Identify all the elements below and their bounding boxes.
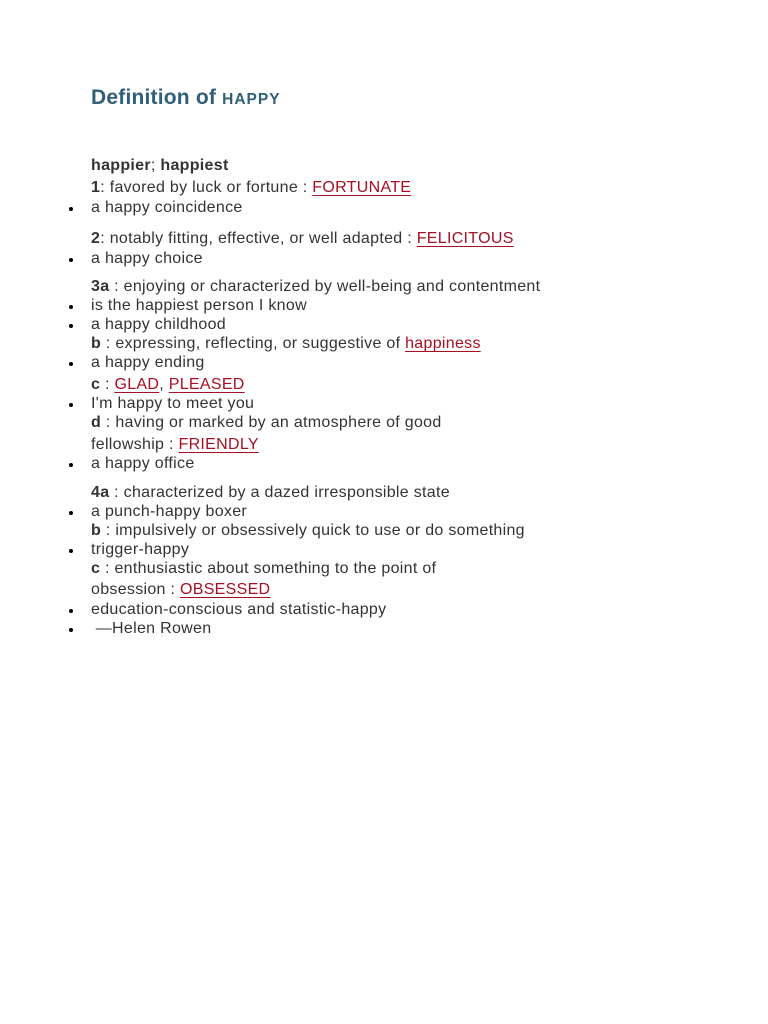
example-sentence: trigger-happy xyxy=(91,541,190,558)
example-sentence: is the happiest person I know xyxy=(91,297,307,314)
superlative-form: happiest xyxy=(160,157,229,174)
title-prefix: Definition of xyxy=(91,86,217,109)
sense-number: 1 xyxy=(91,179,101,196)
synonym-link-fortunate[interactable]: FORTUNATE xyxy=(312,179,412,196)
sense-3d-definition-continued xyxy=(91,435,259,454)
sense-text: : notably fitting, effective, or well adapted : xyxy=(100,230,417,247)
sense-letter: d xyxy=(91,414,102,431)
sense-3b-definition xyxy=(91,334,481,353)
sense-number: 4a xyxy=(91,484,110,501)
sense-text: : xyxy=(100,376,115,393)
example-sentence: a happy office xyxy=(91,455,195,472)
sense-number: 2 xyxy=(91,230,101,247)
sense-4c-definition-continued xyxy=(91,580,270,599)
example-sentence: a punch-happy boxer xyxy=(91,503,248,520)
sense-text: : impulsively or obsessively quick to use or do something xyxy=(101,522,525,539)
sense-number: 3a xyxy=(91,278,110,295)
page-title xyxy=(91,86,281,110)
comparative-form: happier xyxy=(91,157,151,174)
synonym-separator: , xyxy=(159,376,169,393)
synonym-link-obsessed[interactable]: OBSESSED xyxy=(179,581,271,598)
sense-text: fellowship : xyxy=(91,436,179,453)
inflection-separator: ; xyxy=(150,157,156,174)
inflections xyxy=(91,156,229,175)
sense-letter: b xyxy=(91,335,102,352)
example-sentence: a happy childhood xyxy=(91,316,226,333)
related-link-happiness[interactable]: happiness xyxy=(405,335,481,352)
sense-text: obsession : xyxy=(91,581,180,598)
sense-4b-definition xyxy=(91,521,525,540)
sense-3a-definition xyxy=(91,277,540,296)
sense-text: : enjoying or characterized by well-being and contentment xyxy=(109,278,541,295)
sense-text: : favored by luck or fortune : xyxy=(100,179,313,196)
example-sentence: a happy coincidence xyxy=(91,199,243,216)
sense-4a-definition xyxy=(91,483,450,502)
example-attribution: —Helen Rowen xyxy=(91,620,212,637)
sense-letter: b xyxy=(91,522,102,539)
synonym-link-pleased[interactable]: PLEASED xyxy=(168,376,245,393)
sense-letter: c xyxy=(91,560,101,577)
sense-text: : having or marked by an atmosphere of good xyxy=(101,414,442,431)
example-sentence: a happy choice xyxy=(91,250,203,267)
sense-3c-definition xyxy=(91,375,245,394)
sense-2-definition xyxy=(91,229,514,248)
example-sentence: a happy ending xyxy=(91,354,205,371)
sense-4c-definition xyxy=(91,559,436,578)
sense-text: : expressing, reflecting, or suggestive of xyxy=(101,335,406,352)
sense-text: : characterized by a dazed irresponsible state xyxy=(109,484,450,501)
example-sentence: I'm happy to meet you xyxy=(91,395,255,412)
example-sentence: education-conscious and statistic-happy xyxy=(91,601,387,618)
sense-text: : enthusiastic about something to the point of xyxy=(100,560,437,577)
sense-3d-definition xyxy=(91,413,442,432)
synonym-link-friendly[interactable]: FRIENDLY xyxy=(178,436,259,453)
synonym-link-felicitous[interactable]: FELICITOUS xyxy=(416,230,514,247)
sense-1-definition xyxy=(91,178,411,197)
synonym-link-glad[interactable]: GLAD xyxy=(114,376,160,393)
title-headword: HAPPY xyxy=(222,91,281,108)
sense-letter: c xyxy=(91,376,101,393)
